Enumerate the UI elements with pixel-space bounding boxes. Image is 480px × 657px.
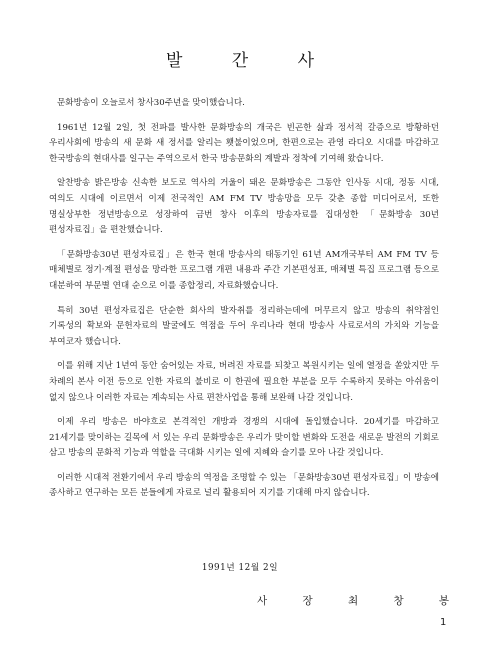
page-number: 1: [440, 617, 447, 628]
paragraph-7: 이제 우리 방송은 바야흐로 본격적인 개방과 경쟁의 시대에 돌입했습니다. 20세기를 마감하고 21세기를 맞이하는 길목에 서 있는 우리 문화방송은 우리가 맞이할 변화와 도전을 새로운 발전의 기회로 삼고 방송의 문화적 기능과 역할을 극대화 시키는 일에 지혜와 슬기를 모아 나갈 것입니다.: [49, 417, 439, 459]
paragraph-8: 이러한 시대적 전환기에서 우리 방송의 역정을 조명할 수 있는 「문화방송30년 편성자료집」이 방송에 종사하고 연구하는 모든 분들에게 자료로 널리 활용되어 지기를 기대해 마지 않습니다.: [49, 472, 439, 499]
paragraph-4: 「문화방송30년 편성자료집」은 한국 현대 방송사의 태동기인 61년 AM개국부터 AM FM TV 등 매체별로 정기·계절 편성을 망라한 프로그램 개편 내용과 주간 기본편성표, 매체별 특집 프로그램 등으로 대분하여 부문별 연대 순으로 이를 종합정리, 자료화했습니다.: [49, 249, 439, 291]
paragraph-3: 알찬방송 밝은방송 신속한 보도로 역사의 거울이 돼온 문화방송은 그동안 인사동 시대, 정동 시대, 여의도 시대에 이르면서 이제 전국적인 AM FM TV 방송망을 모두 갖춘 종합 미디어로서, 또한 명실상부한 정년방송으로 성장하여 금번 창사 이후의 방송자료를 집대성한 「문화방송 30년 편성자료집」을 편찬했습니다.: [49, 178, 439, 236]
paragraph-2: 1961년 12월 2일, 첫 전파를 발사한 문화방송의 개국은 빈곤한 삶과 정서적 갈증으로 방황하던 우리사회에 방송의 새 문화 새 정서를 알리는 횃불이었으며, 한편으로는 관영 라디오 시대를 마감하고 한국방송의 현대사를 일구는 주역으로서 한국 방송문화의 계발과 정착에 기여해 왔습니다.: [49, 122, 439, 164]
paragraph-6: 이를 위해 지난 1년여 동안 숨어있는 자료, 버려진 자료를 되찾고 복원시키는 일에 열정을 쏟았지만 두 차례의 본사 이전 등으로 인한 자료의 불비로 이 한권에 필요한 부분을 모두 수록하지 못하는 아쉬움이 없지 않으나 이러한 자료는 계속되는 사료 편찬사업을 통해 보완해 나갈 것입니다.: [49, 361, 439, 403]
document-body: [49, 96, 439, 511]
paragraph-1: 문화방송이 오늘로서 창사30주년을 맞이했습니다.: [57, 98, 245, 108]
paragraph-5: 특히 30년 편성자료집은 단순한 회사의 발자취를 정리하는데에 머무르지 않고 방송의 취약점인 기록성의 확보와 문헌자료의 발굴에도 역점을 두어 우리나라 현대 방송사 사료로서의 가치와 기능을 부여코자 했습니다.: [49, 305, 439, 347]
document-date: 1991년 12월 2일: [201, 563, 279, 573]
page-title: 발 간 사: [165, 51, 337, 71]
signature: 사 장 최 창 봉: [257, 595, 466, 607]
